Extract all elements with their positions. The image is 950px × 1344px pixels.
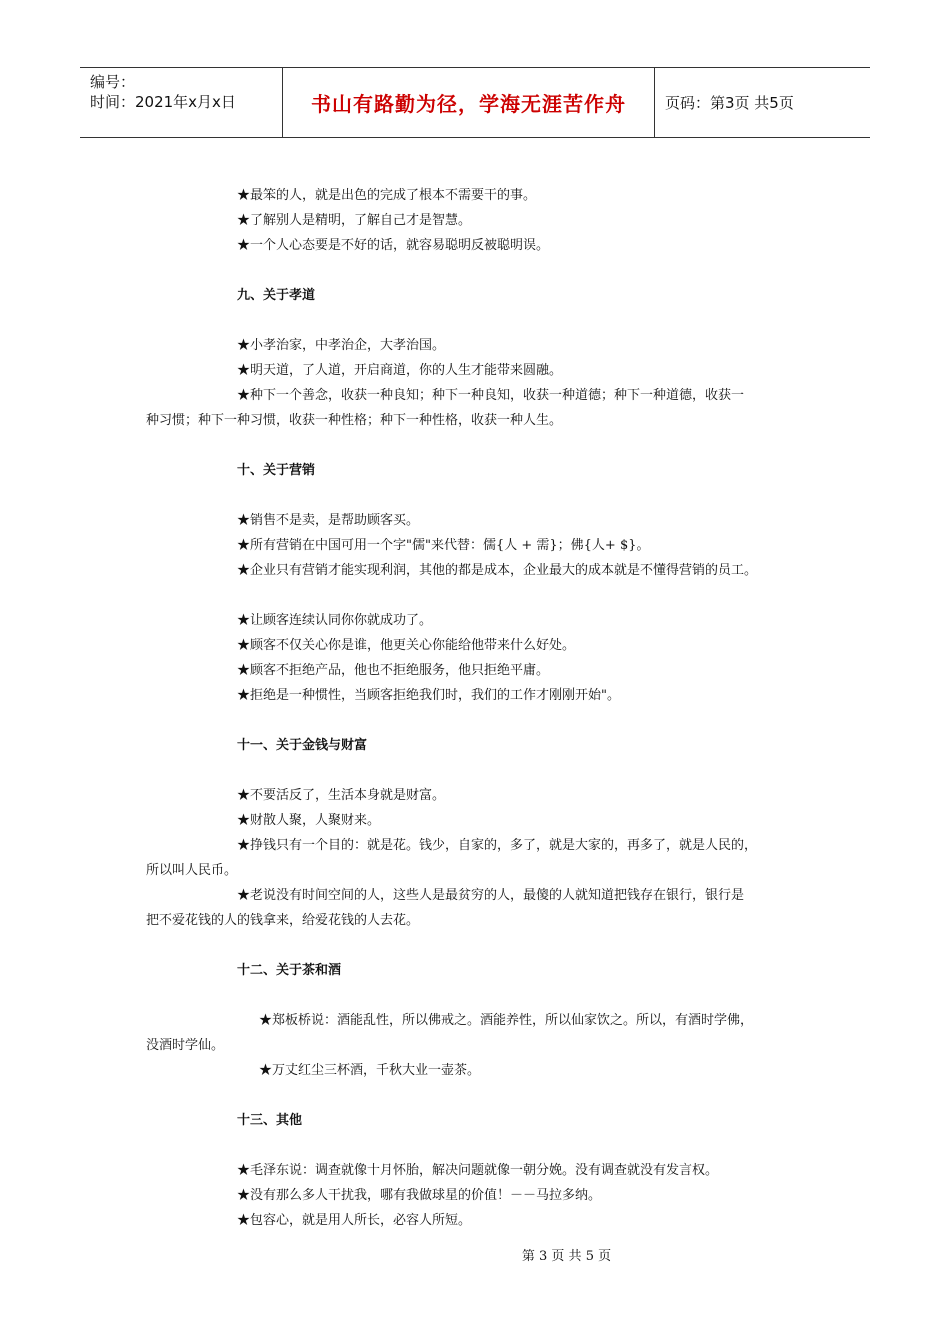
quote-line-continuation: 没酒时学仙。 <box>146 1038 225 1053</box>
quote-line: ★老说没有时间空间的人，这些人是最贫穷的人，最傻的人就知道把钱存在银行，银行是 <box>237 888 745 903</box>
quote-line: ★种下一个善念，收获一种良知；种下一种良知，收获一种道德；种下一种道德，收获一 <box>237 388 745 403</box>
quote-line: ★最笨的人，就是出色的完成了根本不需要干的事。 <box>237 188 537 203</box>
quote-line-continuation: 种习惯；种下一种习惯，收获一种性格；种下一种性格，收获一种人生。 <box>146 413 563 428</box>
document-date: 时间：2021年x月x日 <box>90 93 236 111</box>
document-number-label: 编号： <box>90 73 136 91</box>
quote-line: ★顾客不仅关心你是谁，他更关心你能给他带来什么好处。 <box>237 638 576 653</box>
quote-line: ★一个人心态要是不好的话，就容易聪明反被聪明误。 <box>237 238 550 253</box>
spacer <box>146 583 806 608</box>
quote-line: ★拒绝是一种惯性，当顾客拒绝我们时，我们的工作才刚刚开始"。 <box>237 688 620 703</box>
quote-line-continuation: 所以叫人民币。 <box>146 863 238 878</box>
quote-line: ★销售不是卖，是帮助顾客买。 <box>237 513 420 528</box>
quote-line: ★挣钱只有一个目的：就是花。钱少，自家的，多了，就是大家的，再多了，就是人民的， <box>237 838 758 853</box>
quote-line: ★了解别人是精明，了解自己才是智慧。 <box>237 213 472 228</box>
quote-line: ★不要活反了，生活本身就是财富。 <box>237 788 446 803</box>
quote-line: ★小孝治家，中孝治企，大孝治国。 <box>237 338 446 353</box>
quote-line: ★郑板桥说：酒能乱性，所以佛戒之。酒能养性，所以仙家饮之。所以，有酒时学佛， <box>259 1013 754 1028</box>
quote-line: ★所有营销在中国可用一个字"儒"来代替：儒{人 + 需}；佛{人+ $}。 <box>237 538 650 553</box>
quote-line: ★包容心，就是用人所长，必容人所短。 <box>237 1213 472 1228</box>
quote-line: ★明天道，了人道，开启商道，你的人生才能带来圆融。 <box>237 363 563 378</box>
header-motto: 书山有路勤为径，学海无涯苦作舟 <box>283 68 655 137</box>
section-heading-tea-wine: 十二、关于茶和酒 <box>237 963 342 978</box>
page-footer <box>0 1245 950 1264</box>
header-meta <box>80 68 283 137</box>
quote-line: ★万丈红尘三杯酒，千秋大业一壶茶。 <box>259 1063 481 1078</box>
quote-line: ★企业只有营销才能实现利润，其他的都是成本，企业最大的成本就是不懂得营销的员工。 <box>237 563 758 578</box>
header-page-info: 页码：第3页 共5页 <box>665 94 794 112</box>
quote-line: ★让顾客连续认同你你就成功了。 <box>237 613 433 628</box>
document-body <box>146 183 806 1233</box>
quote-line: ★顾客不拒绝产品，他也不拒绝服务，他只拒绝平庸。 <box>237 663 550 678</box>
quote-line: ★毛泽东说：调查就像十月怀胎，解决问题就像一朝分娩。没有调查就没有发言权。 <box>237 1163 719 1178</box>
section-heading-marketing: 十、关于营销 <box>237 463 316 478</box>
page-header <box>80 67 870 138</box>
quote-line: ★财散人聚，人聚财来。 <box>237 813 381 828</box>
section-heading-other: 十三、其他 <box>237 1113 303 1128</box>
section-heading-filial-piety: 九、关于孝道 <box>237 288 316 303</box>
quote-line: ★没有那么多人干扰我，哪有我做球星的价值！－－马拉多纳。 <box>237 1188 602 1203</box>
quote-line-continuation: 把不爱花钱的人的钱拿来，给爱花钱的人去花。 <box>146 913 420 928</box>
footer-page-number: 第 3 页 共 5 页 <box>521 1249 612 1264</box>
section-heading-money: 十一、关于金钱与财富 <box>237 738 368 753</box>
